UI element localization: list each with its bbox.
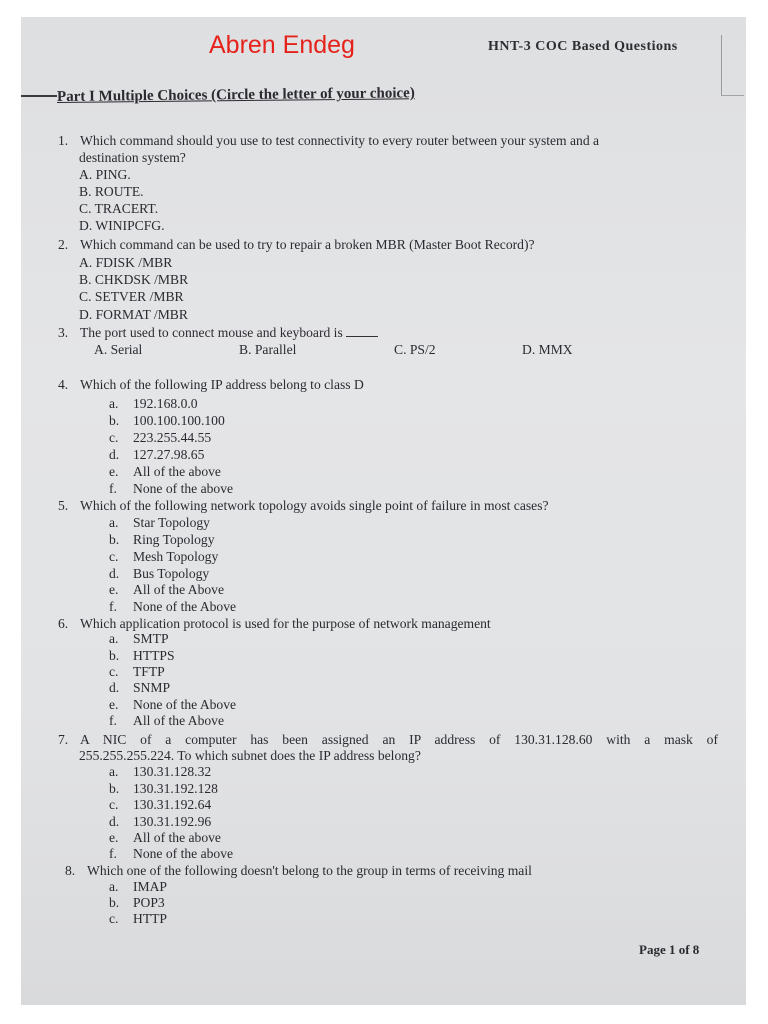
option-letter: e. bbox=[109, 830, 119, 845]
option[interactable] bbox=[109, 764, 211, 780]
option-text: POP3 bbox=[133, 895, 165, 910]
question-text: A NIC of a computer has been assigned an IP address of 130.31.128.60 with a mask of bbox=[80, 732, 718, 747]
option-letter: d. bbox=[109, 814, 120, 829]
option-text: All of the Above bbox=[133, 713, 224, 728]
option-letter: f. bbox=[109, 846, 117, 861]
question-number: 1. bbox=[58, 133, 69, 148]
option-text: SNMP bbox=[133, 680, 171, 695]
question-number: 3. bbox=[58, 325, 69, 340]
option[interactable]: A. Serial bbox=[94, 342, 143, 357]
question-7-line2: 255.255.255.224. To which subnet does the IP address belong? bbox=[79, 748, 421, 763]
option[interactable] bbox=[109, 797, 211, 813]
option-letter: c. bbox=[109, 664, 119, 679]
option-text: Bus Topology bbox=[133, 566, 210, 581]
option-text: TFTP bbox=[133, 664, 165, 679]
option-letter: b. bbox=[109, 413, 120, 428]
option[interactable] bbox=[109, 582, 224, 598]
part-title: Part I Multiple Choices (Circle the letter of your choice) bbox=[56, 85, 415, 105]
option[interactable] bbox=[109, 680, 170, 696]
option-text: 223.255.44.55 bbox=[133, 430, 212, 445]
option-letter: c. bbox=[109, 549, 119, 564]
option[interactable] bbox=[109, 879, 167, 895]
option-letter: b. bbox=[109, 895, 120, 910]
question-text: The port used to connect mouse and keyboard is bbox=[80, 325, 343, 340]
option-text: 130.31.192.64 bbox=[133, 797, 212, 812]
option[interactable]: C. PS/2 bbox=[394, 342, 436, 357]
option-letter: f. bbox=[109, 713, 117, 728]
option[interactable]: C. SETVER /MBR bbox=[79, 289, 184, 304]
option[interactable]: D. WINIPCFG. bbox=[79, 218, 165, 233]
question-8 bbox=[65, 863, 532, 879]
option[interactable] bbox=[109, 549, 218, 565]
option-text: 127.27.98.65 bbox=[133, 447, 205, 462]
option-letter: c. bbox=[109, 797, 119, 812]
option-text: HTTP bbox=[133, 911, 167, 926]
question-number: 6. bbox=[58, 616, 69, 631]
option-text: 130.31.192.128 bbox=[133, 781, 218, 796]
option-letter: d. bbox=[109, 680, 120, 695]
option-letter: e. bbox=[109, 582, 119, 597]
option-text: IMAP bbox=[133, 879, 167, 894]
option[interactable]: B. ROUTE. bbox=[79, 184, 144, 199]
option-letter: b. bbox=[109, 648, 120, 663]
option[interactable] bbox=[109, 464, 221, 480]
option-letter: a. bbox=[109, 396, 119, 411]
option-letter: a. bbox=[109, 631, 119, 646]
question-number: 7. bbox=[58, 732, 69, 747]
option[interactable] bbox=[109, 566, 209, 582]
page-number: Page 1 of 8 bbox=[639, 942, 700, 957]
option-text: HTTPS bbox=[133, 648, 175, 663]
option[interactable]: D. MMX bbox=[522, 342, 573, 357]
option[interactable] bbox=[109, 631, 169, 647]
question-1-line2: destination system? bbox=[79, 150, 186, 165]
question-6 bbox=[58, 616, 491, 632]
option-text: None of the Above bbox=[133, 697, 237, 712]
option-letter: a. bbox=[109, 515, 119, 530]
question-1 bbox=[58, 133, 599, 149]
answer-blank[interactable] bbox=[346, 336, 378, 337]
option-letter: c. bbox=[109, 430, 119, 445]
option[interactable]: A. FDISK /MBR bbox=[79, 255, 173, 270]
question-4 bbox=[58, 377, 364, 393]
option[interactable] bbox=[109, 830, 221, 846]
option[interactable] bbox=[109, 664, 165, 680]
option-letter: d. bbox=[109, 566, 120, 581]
option-text: All of the above bbox=[133, 464, 221, 479]
option-letter: a. bbox=[109, 764, 119, 779]
option-letter: f. bbox=[109, 599, 117, 614]
question-7 bbox=[58, 732, 718, 748]
option[interactable] bbox=[109, 396, 198, 412]
option[interactable]: C. TRACERT. bbox=[79, 201, 159, 216]
document-photo bbox=[21, 17, 746, 1005]
paper-fold bbox=[721, 35, 744, 96]
question-number: 2. bbox=[58, 237, 69, 252]
option-text: None of the Above bbox=[133, 599, 237, 614]
option-letter: a. bbox=[109, 879, 119, 894]
option-text: 130.31.128.32 bbox=[133, 764, 212, 779]
option-letter: d. bbox=[109, 447, 120, 462]
question-number: 8. bbox=[65, 863, 76, 878]
stamp-text: Abren Endeg bbox=[209, 31, 355, 59]
option-text: None of the above bbox=[133, 846, 234, 861]
question-text: Which application protocol is used for the purpose of network management bbox=[80, 616, 491, 631]
option[interactable] bbox=[109, 481, 233, 497]
option-text: All of the above bbox=[133, 830, 221, 845]
option[interactable] bbox=[109, 911, 167, 927]
option[interactable]: D. FORMAT /MBR bbox=[79, 307, 188, 322]
option-letter: c. bbox=[109, 911, 119, 926]
question-text: Which of the following network topology avoids single point of failure in most cases? bbox=[80, 498, 549, 513]
question-text: Which one of the following doesn't belong to the group in terms of receiving mail bbox=[87, 863, 532, 878]
option-text: Ring Topology bbox=[133, 532, 215, 547]
question-2 bbox=[58, 237, 535, 253]
option-letter: e. bbox=[109, 464, 119, 479]
title-dash bbox=[21, 95, 57, 97]
option[interactable]: A. PING. bbox=[79, 167, 131, 182]
question-number: 4. bbox=[58, 377, 69, 392]
option-text: SMTP bbox=[133, 631, 169, 646]
option[interactable] bbox=[109, 781, 218, 797]
option-text: Mesh Topology bbox=[133, 549, 219, 564]
option[interactable] bbox=[109, 814, 211, 830]
option[interactable] bbox=[109, 532, 215, 548]
option[interactable] bbox=[109, 713, 224, 729]
option[interactable] bbox=[109, 430, 211, 446]
option-text: 192.168.0.0 bbox=[133, 396, 198, 411]
question-text: Which command can be used to try to repair a broken MBR (Master Boot Record)? bbox=[80, 237, 535, 252]
question-text: Which of the following IP address belong to class D bbox=[80, 377, 364, 392]
option[interactable] bbox=[109, 413, 225, 429]
option-text: All of the Above bbox=[133, 582, 224, 597]
question-5 bbox=[58, 498, 549, 514]
option[interactable] bbox=[109, 447, 204, 463]
option-letter: b. bbox=[109, 781, 120, 796]
option-letter: e. bbox=[109, 697, 119, 712]
option[interactable] bbox=[109, 697, 236, 713]
option-text: 130.31.192.96 bbox=[133, 814, 212, 829]
option-text: 100.100.100.100 bbox=[133, 413, 225, 428]
question-number: 5. bbox=[58, 498, 69, 513]
option[interactable]: B. CHKDSK /MBR bbox=[79, 272, 189, 287]
header-title: HNT-3 COC Based Questions bbox=[488, 39, 678, 54]
question-3 bbox=[58, 325, 378, 341]
option[interactable] bbox=[109, 599, 236, 615]
question-text: Which command should you use to test connectivity to every router between your system and a bbox=[80, 133, 600, 148]
option-letter: b. bbox=[109, 532, 120, 547]
option[interactable] bbox=[109, 515, 210, 531]
option[interactable] bbox=[109, 648, 175, 664]
option-letter: f. bbox=[109, 481, 117, 496]
option[interactable] bbox=[109, 895, 165, 911]
option[interactable] bbox=[109, 846, 233, 862]
option-text: None of the above bbox=[133, 481, 234, 496]
option-text: Star Topology bbox=[133, 515, 210, 530]
option[interactable]: B. Parallel bbox=[239, 342, 297, 357]
